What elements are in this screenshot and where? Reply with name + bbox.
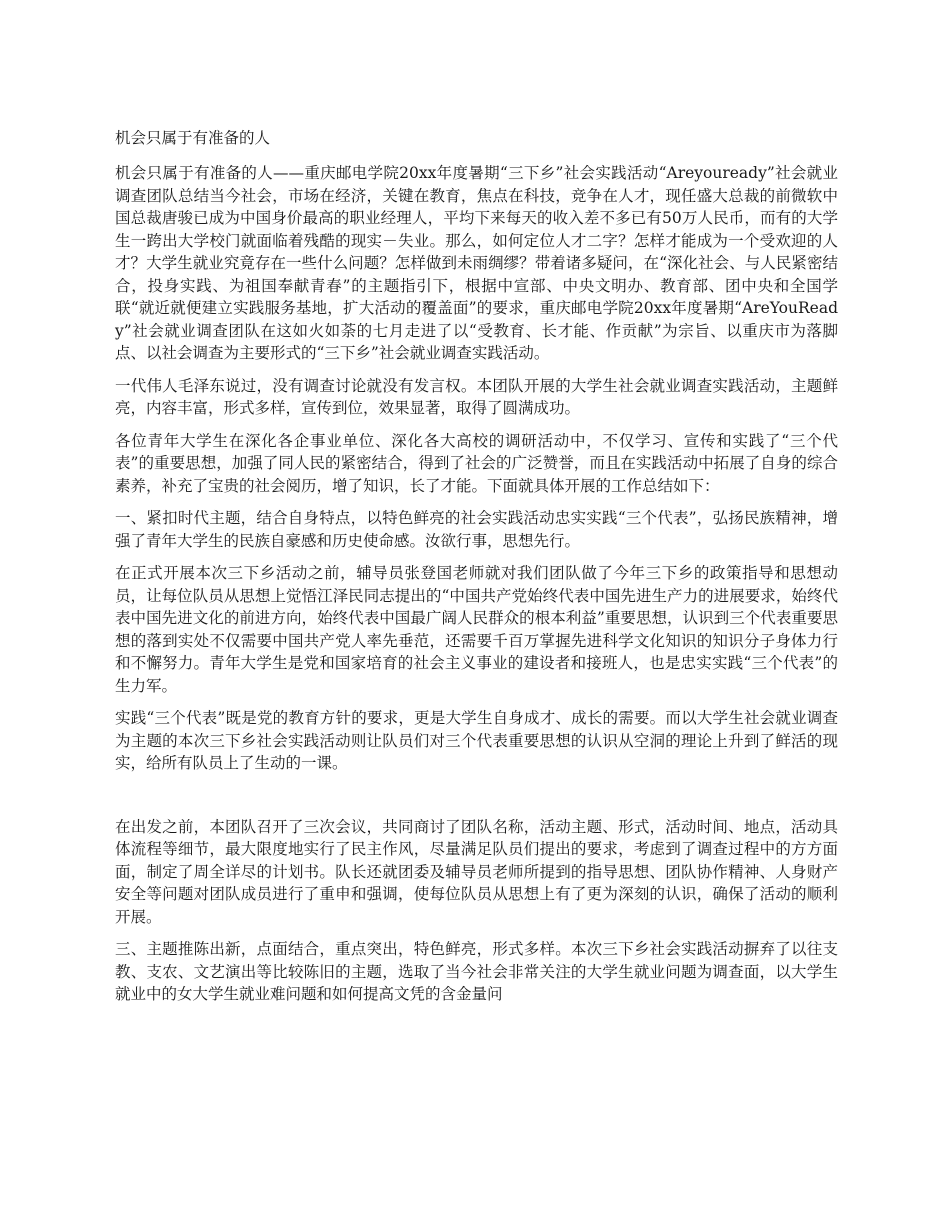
paragraph-three-represents: 实践“三个代表”既是党的教育方针的要求，更是大学生自身成才、成长的需要。而以大学生社会就业调查为主题的本次三下乡社会实践活动则让队员们对三个代表重要思想的认识从空洞的理论上升到了鲜活的现实，给所有队员上了生动的一课。 [115,709,838,772]
document-page [115,127,838,1016]
paragraph-section-three: 三、主题推陈出新，点面结合，重点突出，特色鲜亮，形式多样。本次三下乡社会实践活动摒弃了以往支教、支农、文艺演出等比较陈旧的主题，选取了当今社会非常关注的大学生就业问题为调查面，以大学生就业中的女大学生就业难问题和如何提高文凭的含金量问 [115,940,838,1003]
paragraph-section-one: 一、紧扣时代主题，结合自身特点，以特色鲜亮的社会实践活动忠实实践“三个代表”，弘扬民族精神，增强了青年大学生的民族自豪感和历史使命感。汝欲行事，思想先行。 [115,509,838,550]
document-title: 机会只属于有准备的人 [115,129,271,147]
blank-gap [115,785,838,816]
paragraph-students-practice: 各位青年大学生在深化各企事业单位、深化各大高校的调研活动中，不仅学习、宣传和实践了“三个代表”的重要思想，加强了同人民的紧密结合，得到了社会的广泛赞誉，而且在实践活动中拓展了自身的综合素养，补充了宝贵的社会阅历，增了知识，长了才能。下面就具体开展的工作总结如下： [115,431,838,495]
paragraph-mao-quote: 一代伟人毛泽东说过，没有调查讨论就没有发言权。本团队开展的大学生社会就业调查实践活动，主题鲜亮，内容丰富，形式多样，宣传到位，效果显著，取得了圆满成功。 [115,376,838,417]
paragraph-intro: 机会只属于有准备的人——重庆邮电学院20xx年度暑期“三下乡”社会实践活动“Areyouready”社会就业调查团队总结当今社会，市场在经济，关键在教育，焦点在科技，竞争在人才，现任盛大总裁的前微软中国总裁唐骏已成为中国身价最高的职业经理人，平均下来每天的收入差不多已有50万人民币，而有的大学生一跨出大学校门就面临着残酷的现实－失业。那么，如何定位人才二字？怎样才能成为一个受欢迎的人才？大学生就业究竟存在一些什么问题？怎样做到未雨绸缪？带着诸多疑问，在“深化社会、与人民紧密结合，投身实践、为祖国奉献青春”的主题指引下，根据中宣部、中央文明办、教育部、团中央和全国学联“就近就便建立实践服务基地，扩大活动的覆盖面”的要求，重庆邮电学院20xx年度暑期“AreYouReady”社会就业调查团队在这如火如荼的七月走进了以“受教育、长才能、作贡献”为宗旨、以重庆市为落脚点、以社会调查为主要形式的“三下乡”社会就业调查实践活动。 [115,164,838,362]
paragraph-meetings: 在出发之前，本团队召开了三次会议，共同商讨了团队名称，活动主题、形式，活动时间、地点，活动具体流程等细节，最大限度地实行了民主作风，尽量满足队员们提出的要求，考虑到了调查过程中的方方面面，制定了周全详尽的计划书。队长还就团委及辅导员老师所提到的指导思想、团队协作精神、人身财产安全等问题对团队成员进行了重申和强调，使每位队员从思想上有了更为深刻的认识，确保了活动的顺利开展。 [115,817,838,926]
paragraph-preparation: 在正式开展本次三下乡活动之前，辅导员张登国老师就对我们团队做了今年三下乡的政策指导和思想动员，让每位队员从思想上觉悟江泽民同志提出的“中国共产党始终代表中国先进生产力的进展要求，始终代表中国先进文化的前进方向，始终代表中国最广阔人民群众的根本利益”重要思想，认识到三个代表重要思想的落到实处不仅需要中国共产党人率先垂范，还需要千百万掌握先进科学文化知识的知识分子身体力行和不懈努力。青年大学生是党和国家培育的社会主义事业的建设者和接班人，也是忠实实践“三个代表”的生力军。 [115,564,838,695]
